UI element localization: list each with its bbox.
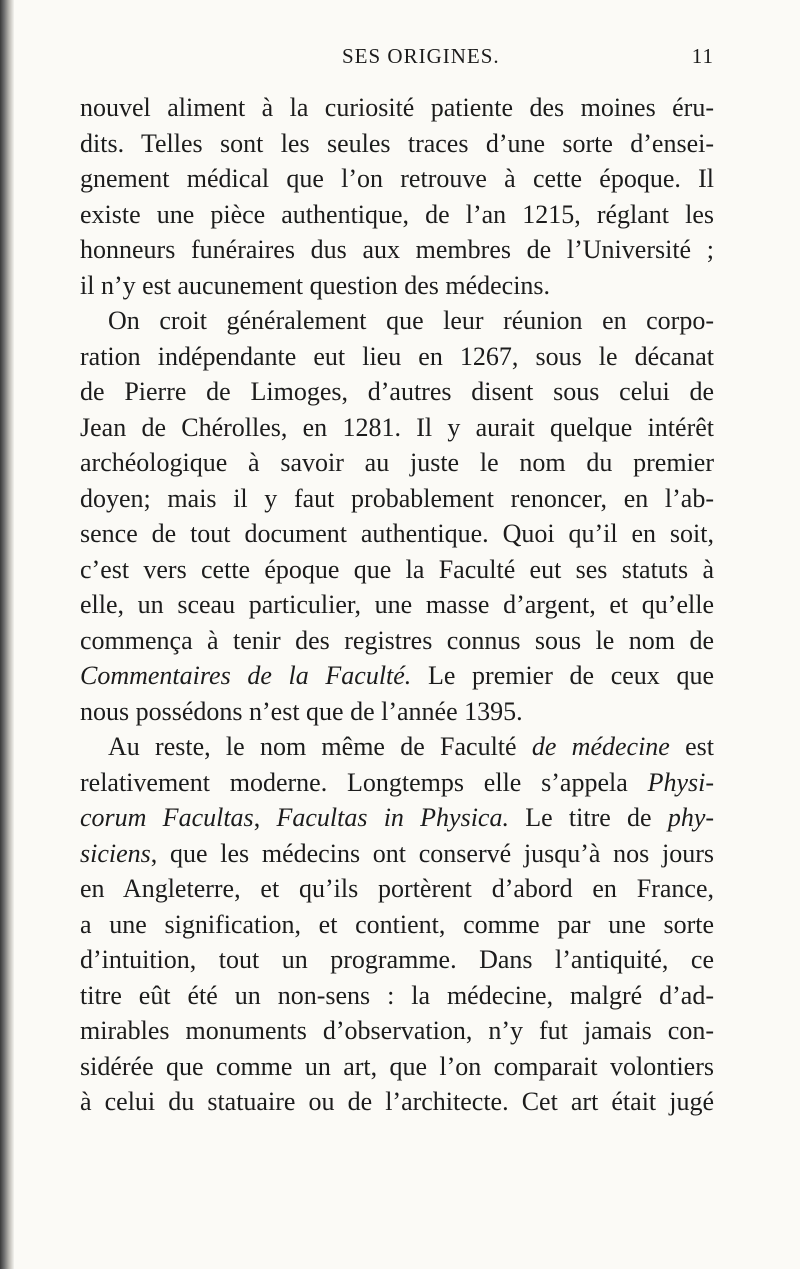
text-line: gnement médical que l’on retrouve à cette époque. Il — [80, 164, 714, 193]
body-text — [80, 90, 714, 1120]
running-head — [80, 44, 714, 74]
text-line: c’est vers cette époque que la Faculté eut ses statuts à — [80, 554, 714, 584]
text-line: honneurs funéraires dus aux membres de l’Université ; — [80, 235, 714, 264]
text-line: nous possédons n’est que de l’année 1395. — [80, 696, 523, 726]
text-line: nouvel aliment à la curiosité patiente des moines éru- — [80, 93, 714, 122]
text-line: a une signification, et contient, comme par une sorte — [80, 909, 714, 939]
text-line: doyen; mais il y faut probablement renoncer, en l’ab- — [80, 483, 714, 513]
text-line: sidérée que comme un art, que l’on comparait volontiers — [80, 1051, 714, 1081]
text-line: en Angleterre, et qu’ils portèrent d’abord en France, — [80, 874, 714, 903]
text-line: sence de tout document authentique. Quoi qu’il en soit, — [80, 519, 714, 548]
italic-title: Commentaires de la Faculté. — [80, 661, 412, 690]
italic-term: siciens — [80, 838, 151, 868]
text-line: à celui du statuaire ou de l’architecte. Cet art était jugé — [80, 1087, 714, 1116]
text-line: titre eût été un non-sens : la médecine, malgré d’ad- — [80, 980, 714, 1010]
italic-term: Physi- — [647, 767, 714, 797]
running-head-title: SES ORIGINES. — [342, 44, 500, 68]
text-line: ration indépendante eut lieu en 1267, sous le décanat — [80, 341, 714, 371]
text-line: commença à tenir des registres connus sous le nom de — [80, 625, 714, 655]
text-line: On croit généralement que leur réunion en corpo- — [108, 306, 714, 335]
text-span: Le titre de — [508, 803, 668, 832]
text-line: Jean de Chérolles, en 1281. Il y aurait quelque intérêt — [80, 412, 714, 442]
text-line: archéologique à savoir au juste le nom du premier — [80, 448, 714, 477]
text-line: il n’y est aucunement question des médecins. — [80, 270, 551, 300]
italic-term: Facultas in Physica. — [276, 803, 509, 832]
text-span: est — [669, 732, 714, 761]
page-number: 11 — [691, 44, 714, 68]
text-span: relativement moderne. Longtemps elle s’appela — [80, 767, 648, 797]
text-line — [80, 800, 714, 836]
text-line — [80, 836, 714, 872]
italic-term: corum Facultas — [80, 803, 254, 832]
text-line — [80, 765, 714, 801]
text-line — [80, 729, 714, 765]
italic-term: de médecine — [531, 732, 670, 761]
italic-term: phy- — [667, 803, 715, 832]
text-line — [80, 658, 714, 694]
text-span: , — [253, 803, 277, 832]
text-line: existe une pièce authentique, de l’an 1215, réglant les — [80, 199, 714, 229]
text-span: Le premier de ceux que — [411, 661, 714, 690]
text-span: , que les médecins ont conservé jusqu’à nos jours — [150, 838, 714, 868]
text-line: de Pierre de Limoges, d’autres disent sous celui de — [80, 377, 714, 406]
text-span: Au reste, le nom même de Faculté — [108, 732, 532, 761]
text-line: mirables monuments d’observation, n’y fut jamais con- — [80, 1016, 714, 1045]
text-line: d’intuition, tout un programme. Dans l’antiquité, ce — [80, 945, 714, 974]
text-line: elle, un sceau particulier, une masse d’argent, et qu’elle — [80, 590, 714, 619]
text-line: dits. Telles sont les seules traces d’une sorte d’ensei- — [80, 128, 714, 158]
